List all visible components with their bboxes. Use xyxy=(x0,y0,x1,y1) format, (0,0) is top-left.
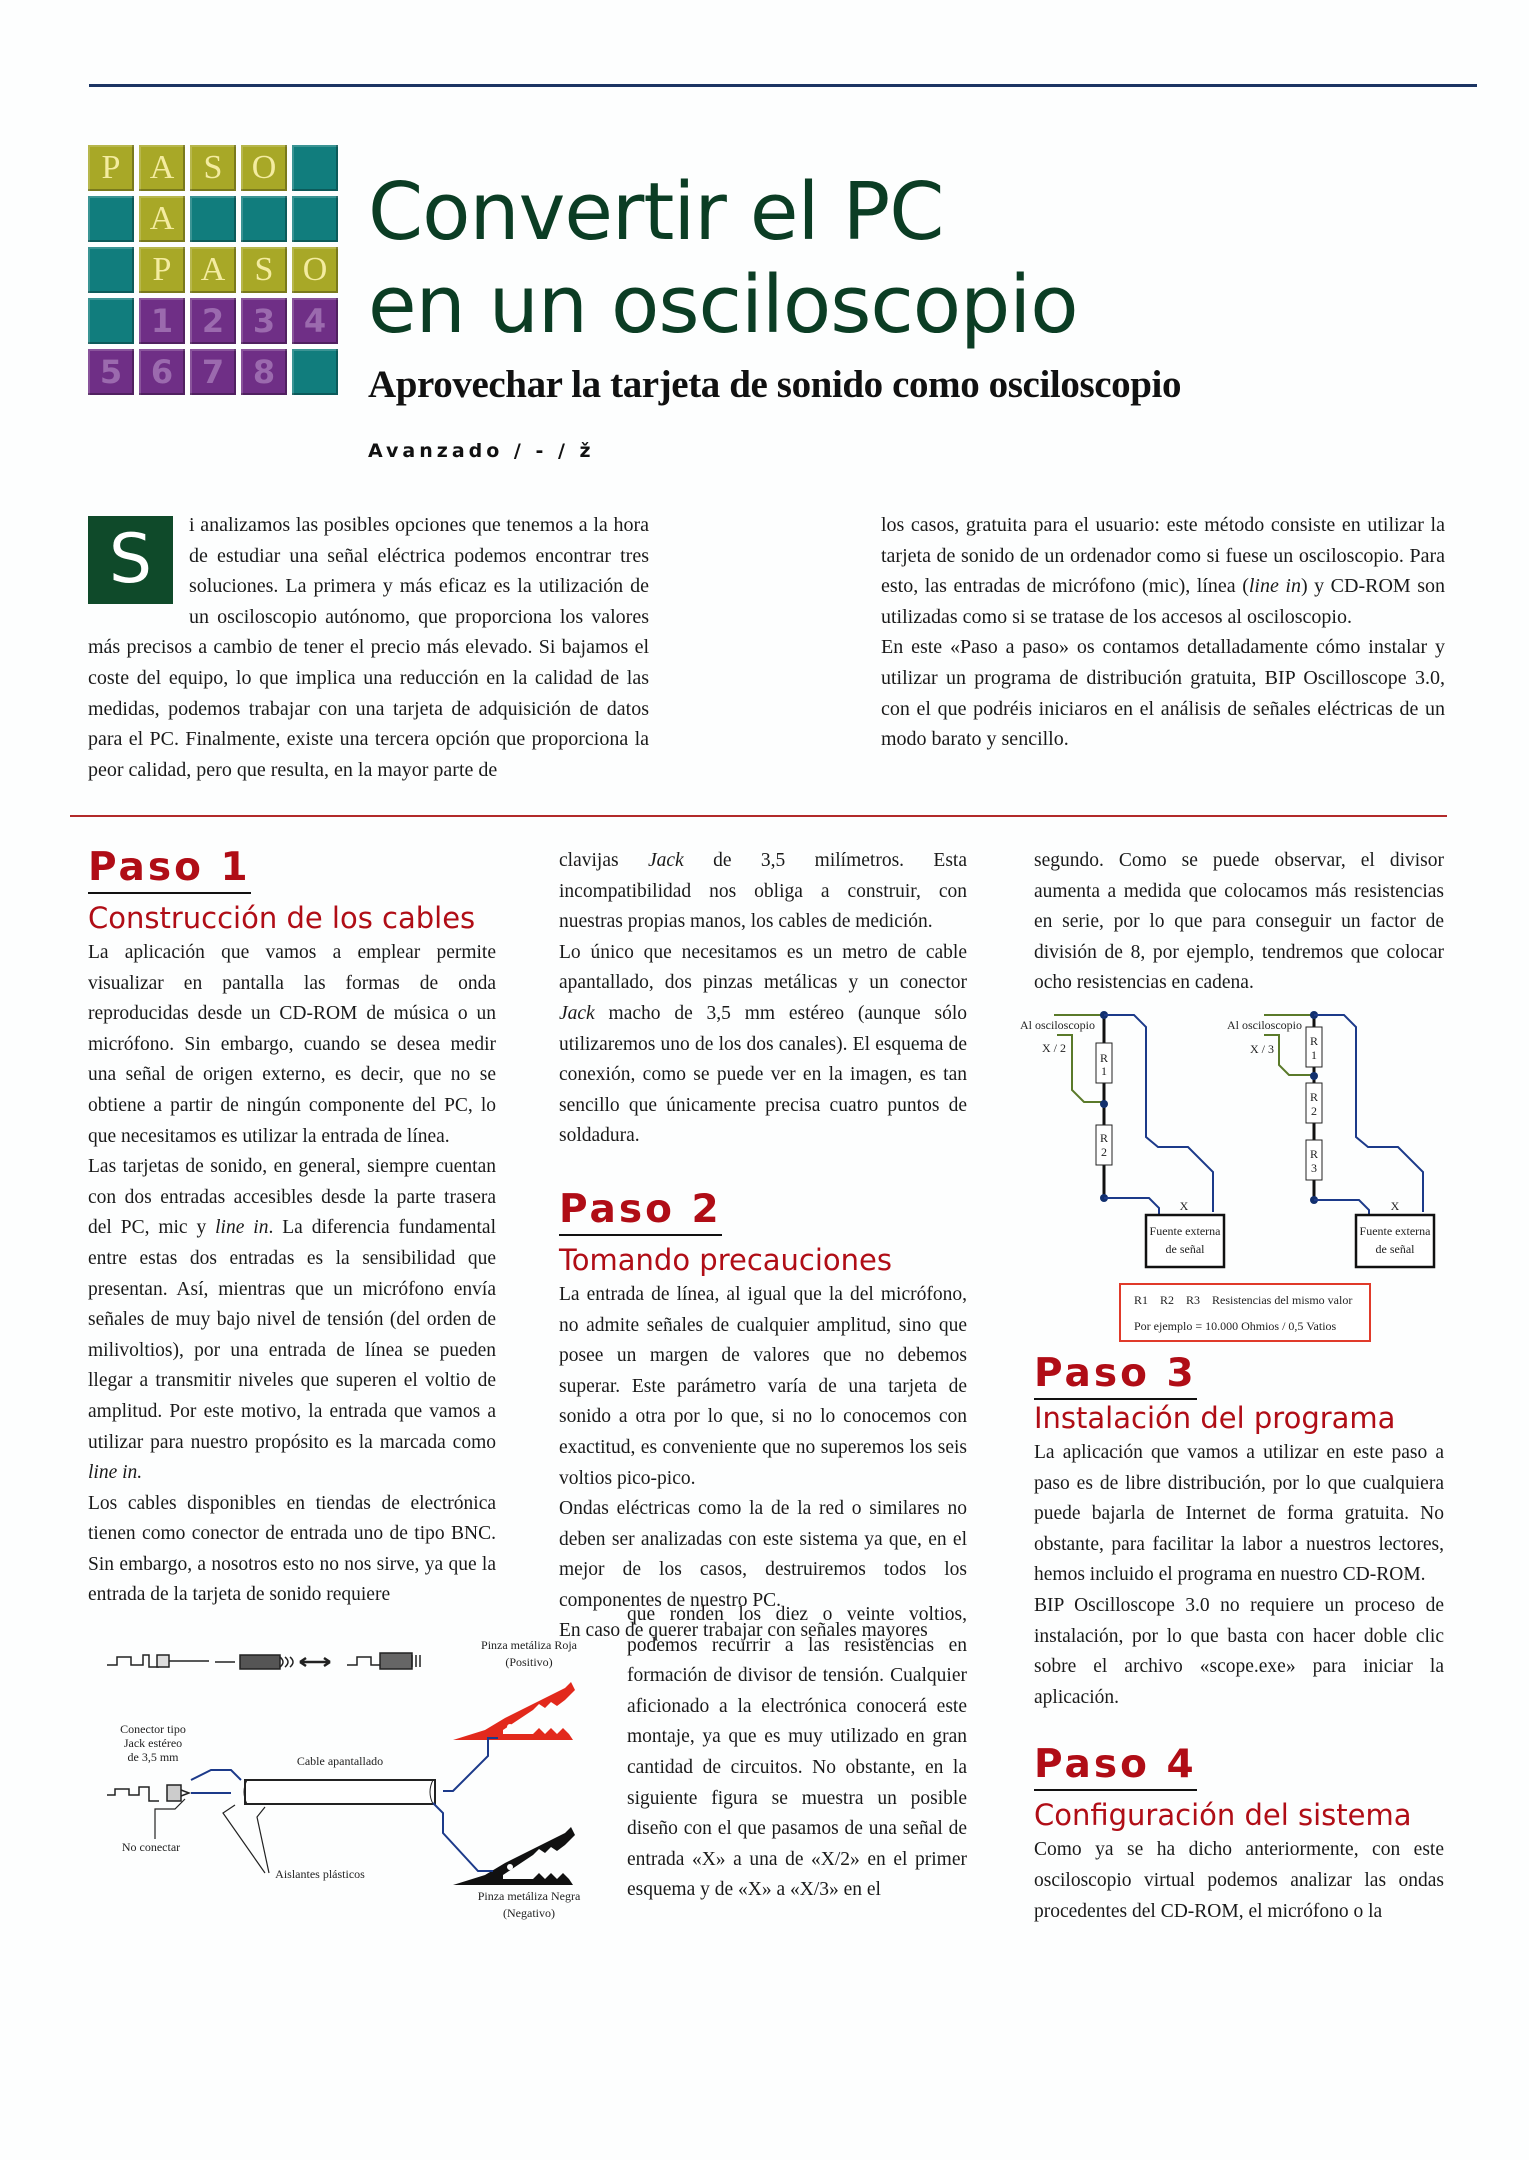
text: Las tarjetas de sonido, en general, siempre cuentan con dos entradas accesibles desde la parte trasera del PC, mic y xyxy=(88,1156,496,1239)
logo-tile: 6 xyxy=(139,349,185,395)
label-r2b-num: 2 xyxy=(1311,1104,1317,1118)
label-shielded-cable: Cable apantallado xyxy=(296,1754,384,1768)
step-2-p2: Ondas eléctricas como la de la red o similares no deben ser analizadas con este sistema ya que, en el mejor de los casos, destruiremos todos los componentes de nuestro PC. xyxy=(559,1498,967,1611)
logo-tile xyxy=(292,349,338,395)
label-r3b: R xyxy=(1309,1147,1319,1161)
label-x-right: X xyxy=(1390,1199,1400,1213)
subtitle: Aprovechar la tarjeta de sonido como osciloscopio xyxy=(368,363,1182,406)
label-r1: R xyxy=(1099,1051,1109,1065)
logo-tile: A xyxy=(139,145,185,191)
logo-tile xyxy=(292,145,338,191)
text-italic: line in. xyxy=(88,1462,143,1484)
text-italic: line in xyxy=(1248,575,1301,598)
column-3 xyxy=(1034,846,1444,999)
step-3-p2: BIP Oscilloscope 3.0 no requiere un proceso de instalación, por lo que basta con hacer doble clic sobre el archivo «scope.exe» para iniciar la aplicación. xyxy=(1034,1594,1444,1708)
logo-tile xyxy=(88,298,134,344)
page-title xyxy=(368,166,1078,352)
step-4-p1: Como ya se ha dicho anteriormente, con este osciloscopio virtual podemos analizar las ondas procedentes del CD-ROM, el micrófono o la xyxy=(1034,1839,1444,1922)
red-clip-icon xyxy=(453,1682,575,1740)
label-r2: R xyxy=(1099,1131,1109,1145)
logo-tile xyxy=(241,196,287,242)
step-1-p1: La aplicación que vamos a emplear permite visualizar en pantalla las formas de onda reproducidas desde un CD-ROM de música o un micrófono. Sin embargo, cuando se desea medir una señal de origen externo, es decir, que no se obtiene a partir de ningún componente del PC, lo que necesitamos es utilizar la entrada de línea. xyxy=(88,942,496,1147)
label-r3b-num: 3 xyxy=(1311,1161,1317,1175)
logo-tile: 7 xyxy=(190,349,236,395)
logo-tile: O xyxy=(292,247,338,293)
label-left-output: Al osciloscopio xyxy=(1020,1018,1095,1032)
logo-tile xyxy=(88,196,134,242)
cable-diagram xyxy=(95,1635,635,1950)
voltage-divider-diagram xyxy=(1012,1010,1472,1350)
intro-right-p1 xyxy=(881,510,1445,632)
legend-line-2: Por ejemplo = 10.000 Ohmios / 0,5 Vatios xyxy=(1134,1319,1337,1333)
title-line-1: Convertir el PC xyxy=(368,166,944,258)
text: clavijas xyxy=(559,850,648,871)
step-1-p4 xyxy=(559,846,967,938)
label-no-connect: No conectar xyxy=(121,1840,181,1854)
label-r1b-num: 1 xyxy=(1311,1048,1317,1062)
logo-tile: A xyxy=(190,247,236,293)
difficulty-level: Avanzado / - / ž xyxy=(368,440,595,462)
step-3-subheading: Instalación del programa xyxy=(1034,1401,1396,1435)
label-red-clip: Pinza metáliza Roja xyxy=(481,1638,577,1652)
connector-icons-row xyxy=(107,1653,420,1669)
step-1-p5 xyxy=(559,938,967,1152)
top-rule xyxy=(89,84,1477,87)
step-4-heading: Paso 4 xyxy=(1034,1743,1197,1791)
logo-tile: 1 xyxy=(139,298,185,344)
intro-right-p2: En este «Paso a paso» os contamos detalladamente cómo instalar y utilizar un programa de distribución gratuita, BIP Oscilloscope 3.0, con el que podréis iniciaros en el análisis de señales eléctricas de un modo barato y sencillo. xyxy=(881,636,1445,751)
step-2-p3: que ronden los diez o veinte voltios, podemos recurrir a las resistencias en formación de divisor de tensión. Cualquier aficionado a la electrónica conocerá este montaje, ya que es muy utilizado en gran cantidad de circuitos. No obstante, en la siguiente figura se muestra un posible diseño con el que pasamos de una señal de entrada «X» a una de «X/2» en el primer esquema y de «X» a «X/3» en el xyxy=(627,1604,967,1901)
label-right-output: Al osciloscopio xyxy=(1227,1018,1302,1032)
label-insulators: Aislantes plásticos xyxy=(275,1867,365,1881)
logo-tile: 8 xyxy=(241,349,287,395)
label-x2: X / 2 xyxy=(1042,1041,1066,1055)
logo-tile xyxy=(190,196,236,242)
label-source-right-2: de señal xyxy=(1375,1242,1415,1256)
logo-tile: 4 xyxy=(292,298,338,344)
step-1-p3: Los cables disponibles en tiendas de electrónica tienen como conector de entrada uno de tipo BNC. Sin embargo, a nosotros esto no nos sirve, ya que la entrada de la tarjeta de sonido requiere xyxy=(88,1492,496,1606)
text: de 3,5 milímetros. Esta incompatibilidad nos obliga a construir, con nuestras propias manos, los cables de medición. xyxy=(559,850,967,933)
text-italic: Jack xyxy=(647,850,684,871)
logo-tile xyxy=(292,196,338,242)
logo-tile: 2 xyxy=(190,298,236,344)
paso-a-paso-logo xyxy=(88,145,340,395)
text-italic: line in xyxy=(215,1217,269,1239)
intro-right xyxy=(881,510,1445,755)
label-black-clip-sub: (Negativo) xyxy=(503,1906,555,1920)
logo-tile: 5 xyxy=(88,349,134,395)
step-2-p4: segundo. Como se puede observar, el divisor aumenta a medida que colocamos más resistencias en serie, por lo que para conseguir un factor de división de 8, por ejemplo, tendremos que colocar ocho resistencias en cadena. xyxy=(1034,850,1444,994)
column-2 xyxy=(559,846,967,1647)
logo-tile: O xyxy=(241,145,287,191)
column-3-lower xyxy=(1034,1352,1444,1927)
label-jack-2: Jack estéreo xyxy=(123,1736,183,1750)
dropcap: S xyxy=(88,516,173,604)
label-r2b: R xyxy=(1309,1090,1319,1104)
text: los casos, gratuita para el usuario: este método consiste en utilizar la tarjeta de sonido de un ordenador como si fuese un osciloscopio. Para esto, las entradas de micrófono (mic), línea ( xyxy=(881,514,1445,598)
text: Lo único que necesitamos es un metro de cable apantallado, dos pinzas metálicas y un conector xyxy=(559,941,967,994)
logo-tile xyxy=(88,247,134,293)
label-r2-num: 2 xyxy=(1101,1145,1107,1159)
text: macho de 3,5 mm estéreo (aunque sólo utilizaremos uno de los dos canales). El esquema de conexión, como se puede ver en la imagen, es tan sencillo que únicamente precisa cuatro puntos de soldadura. xyxy=(559,1002,967,1147)
logo-tile: P xyxy=(139,247,185,293)
step-2-heading: Paso 2 xyxy=(559,1188,722,1236)
divider-x2-circuit xyxy=(1020,1011,1224,1267)
label-black-clip: Pinza metáliza Negra xyxy=(477,1889,581,1903)
legend-line-1: R1 R2 R3 Resistencias del mismo valor xyxy=(1134,1293,1353,1307)
jack-plug-icon xyxy=(107,1785,189,1801)
step-1-subheading: Construcción de los cables xyxy=(88,901,476,935)
section-divider xyxy=(70,815,1447,817)
step-3-heading: Paso 3 xyxy=(1034,1352,1197,1400)
step-2-p3-lead: En caso de querer trabajar con señales mayores xyxy=(559,1620,928,1642)
label-jack-3: de 3,5 mm xyxy=(127,1750,179,1764)
intro-left-text: i analizamos las posibles opciones que tenemos a la hora de estudiar una señal eléctrica podemos encontrar tres soluciones. La primera y más eficaz es la utilización de un osciloscopio autónomo, que proporciona los valores más precisos a cambio de tener el precio más elevado. Si bajamos el coste del equipo, lo que implica una reducción en la calidad de las medidas, podemos trabajar con una tarjeta de adquisición de datos para el PC. Finalmente, existe una tercera opción que proporciona la peor calidad, pero que resulta, en la mayor parte de xyxy=(88,514,649,781)
intro-left xyxy=(88,510,649,785)
step-4-subheading: Configuración del sistema xyxy=(1034,1798,1412,1833)
step-2-p3-wrapped xyxy=(627,1600,967,1906)
step-3-p1: La aplicación que vamos a utilizar en este paso a paso es de libre distribución, por lo que cualquiera puede bajarla de Internet de forma gratuita. No obstante, para facilitar la labor a nuestros lectores, hemos incluido el programa en nuestro CD-ROM. xyxy=(1034,1442,1444,1586)
logo-tile: S xyxy=(241,247,287,293)
label-x3: X / 3 xyxy=(1250,1042,1274,1056)
label-source-right-1: Fuente externa xyxy=(1359,1224,1431,1238)
label-source-left-2: de señal xyxy=(1165,1242,1205,1256)
step-2-subheading: Tomando precauciones xyxy=(559,1242,893,1277)
divider-x3-circuit xyxy=(1227,1011,1434,1267)
black-clip-icon xyxy=(453,1827,575,1885)
text: . La diferencia fundamental entre estas dos entradas es la sensibilidad que presentan. Así, mientras que un micrófono envía señales de muy bajo nivel de tensión (del orden de milivoltios), por una entrada de línea se pueden llegar a transmitir niveles que superen el voltio de amplitud. Por este motivo, la entrada que vamos a utilizar para nuestro propósito es la marcada como xyxy=(88,1217,496,1453)
label-r1-num: 1 xyxy=(1101,1064,1107,1078)
label-jack-1: Conector tipo xyxy=(120,1722,186,1736)
logo-tile: 3 xyxy=(241,298,287,344)
title-line-2: en un osciloscopio xyxy=(368,259,1078,351)
step-1-p2 xyxy=(88,1152,496,1489)
label-red-clip-sub: (Positivo) xyxy=(505,1655,553,1669)
logo-tile: A xyxy=(139,196,185,242)
step-2-p1: La entrada de línea, al igual que la del micrófono, no admite señales de cualquier amplitud, sino que posee un margen de valores que no debemos superar. Este parámetro varía de una tarjeta de sonido a otra por lo que, si no lo conocemos con exactitud, es conveniente que no superemos los seis voltios pico-pico. xyxy=(559,1283,967,1489)
logo-tile: P xyxy=(88,145,134,191)
logo-tile: S xyxy=(190,145,236,191)
label-source-left-1: Fuente externa xyxy=(1149,1224,1221,1238)
label-r1b: R xyxy=(1309,1034,1319,1048)
label-x-left: X xyxy=(1179,1199,1189,1213)
text: ) y CD-ROM son utilizadas como si se tratase de los accesos al osciloscopio. xyxy=(881,575,1446,628)
step-1-heading: Paso 1 xyxy=(88,846,251,894)
column-1 xyxy=(88,846,496,1611)
text-italic: Jack xyxy=(559,1002,595,1024)
shielded-cable-body xyxy=(245,1780,435,1804)
